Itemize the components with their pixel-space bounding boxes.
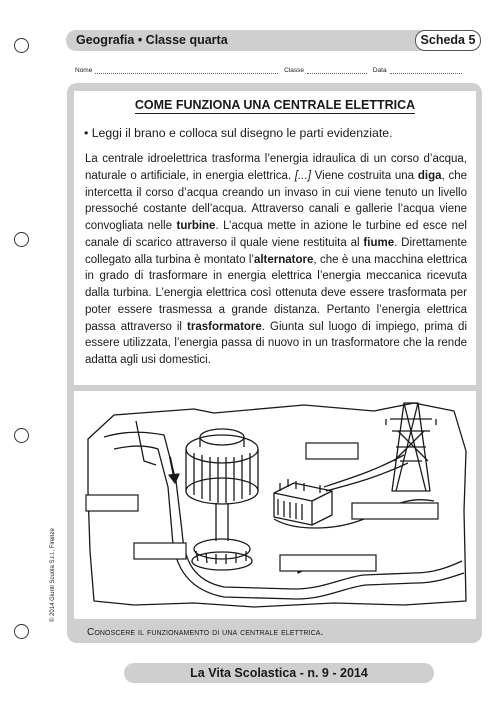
header-bar	[66, 30, 481, 51]
passage-text: , che è una macchina elettrica in grado di trasformare in energia elettrica l’energia meccanica ricevuta dalla turbina. L’energia elettrica così ottenuta deve essere trasformata per poter essere trasmessa a grande distanza. Pertanto l’energia elettrica passa attraverso il	[85, 253, 467, 333]
keyword-alternatore: alternatore	[253, 253, 314, 266]
label-box[interactable]	[134, 543, 186, 559]
data-label: Data	[372, 67, 387, 74]
label-box[interactable]	[86, 495, 138, 511]
label-box[interactable]	[280, 555, 376, 571]
passage-text: . Giunta sul luogo di impiego, prima di essere utilizzata, l’energia passa di nuovo in un trasformatore che la rende adatta agli usi domestici.	[85, 320, 468, 366]
text-panel	[74, 91, 476, 385]
scheda-badge: Scheda 5	[415, 30, 481, 51]
reading-passage	[85, 151, 467, 369]
passage-text: . L’acqua mette in azione le turbine ed esce nel canale di scarico attraverso il quale viene restituita al	[85, 220, 467, 249]
power-plant-illustration	[74, 391, 476, 619]
copyright: © 2014 Giunti Scuola S.r.l., Firenze	[50, 528, 56, 622]
binder-hole	[14, 38, 29, 53]
learning-objective: Conoscere il funzionamento di una centrale elettrica.	[87, 627, 324, 638]
label-box[interactable]	[306, 443, 358, 459]
keyword-turbine: turbine	[176, 220, 216, 232]
classe-label: Classe	[284, 67, 305, 74]
student-fields	[75, 67, 480, 74]
binder-hole	[14, 624, 29, 639]
passage-text: Viene costruita una	[310, 169, 418, 182]
keyword-diga: diga	[417, 169, 442, 182]
nome-label: Nome	[75, 67, 93, 74]
instruction: • Leggi il brano e colloca sul disegno le parti evidenziate.	[84, 126, 393, 140]
keyword-fiume: fiume	[363, 236, 395, 249]
binder-hole	[14, 232, 29, 247]
worksheet-title	[74, 98, 476, 112]
passage-text: , che intercetta il corso d’acqua creando un invaso in cui viene tenuto un livello pressoché costante dell’acqua. Attraverso canali e gallerie l’acqua viene convogliata nelle	[85, 169, 467, 232]
keyword-trasformatore: trasformatore	[187, 320, 262, 333]
passage-ellipsis: [...]	[294, 169, 311, 182]
data-field[interactable]	[390, 67, 462, 74]
power-plant-drawing	[74, 391, 476, 619]
footer-bar: La Vita Scolastica - n. 9 - 2014	[124, 663, 434, 683]
passage-text: . Direttamente collegato alla turbina è montato l’	[85, 236, 467, 266]
label-box[interactable]	[352, 503, 438, 519]
header-title: Geografia • Classe quarta	[76, 33, 228, 47]
passage-text: La centrale idroelettrica trasforma l’energia idraulica di un corso d’acqua, naturale o artificiale, in energia elettrica.	[85, 153, 467, 182]
worksheet-title-text: COME FUNZIONA UNA CENTRALE ELETTRICA	[134, 98, 416, 112]
classe-field[interactable]	[307, 67, 367, 74]
binder-hole	[14, 428, 29, 443]
nome-field[interactable]	[95, 67, 278, 74]
